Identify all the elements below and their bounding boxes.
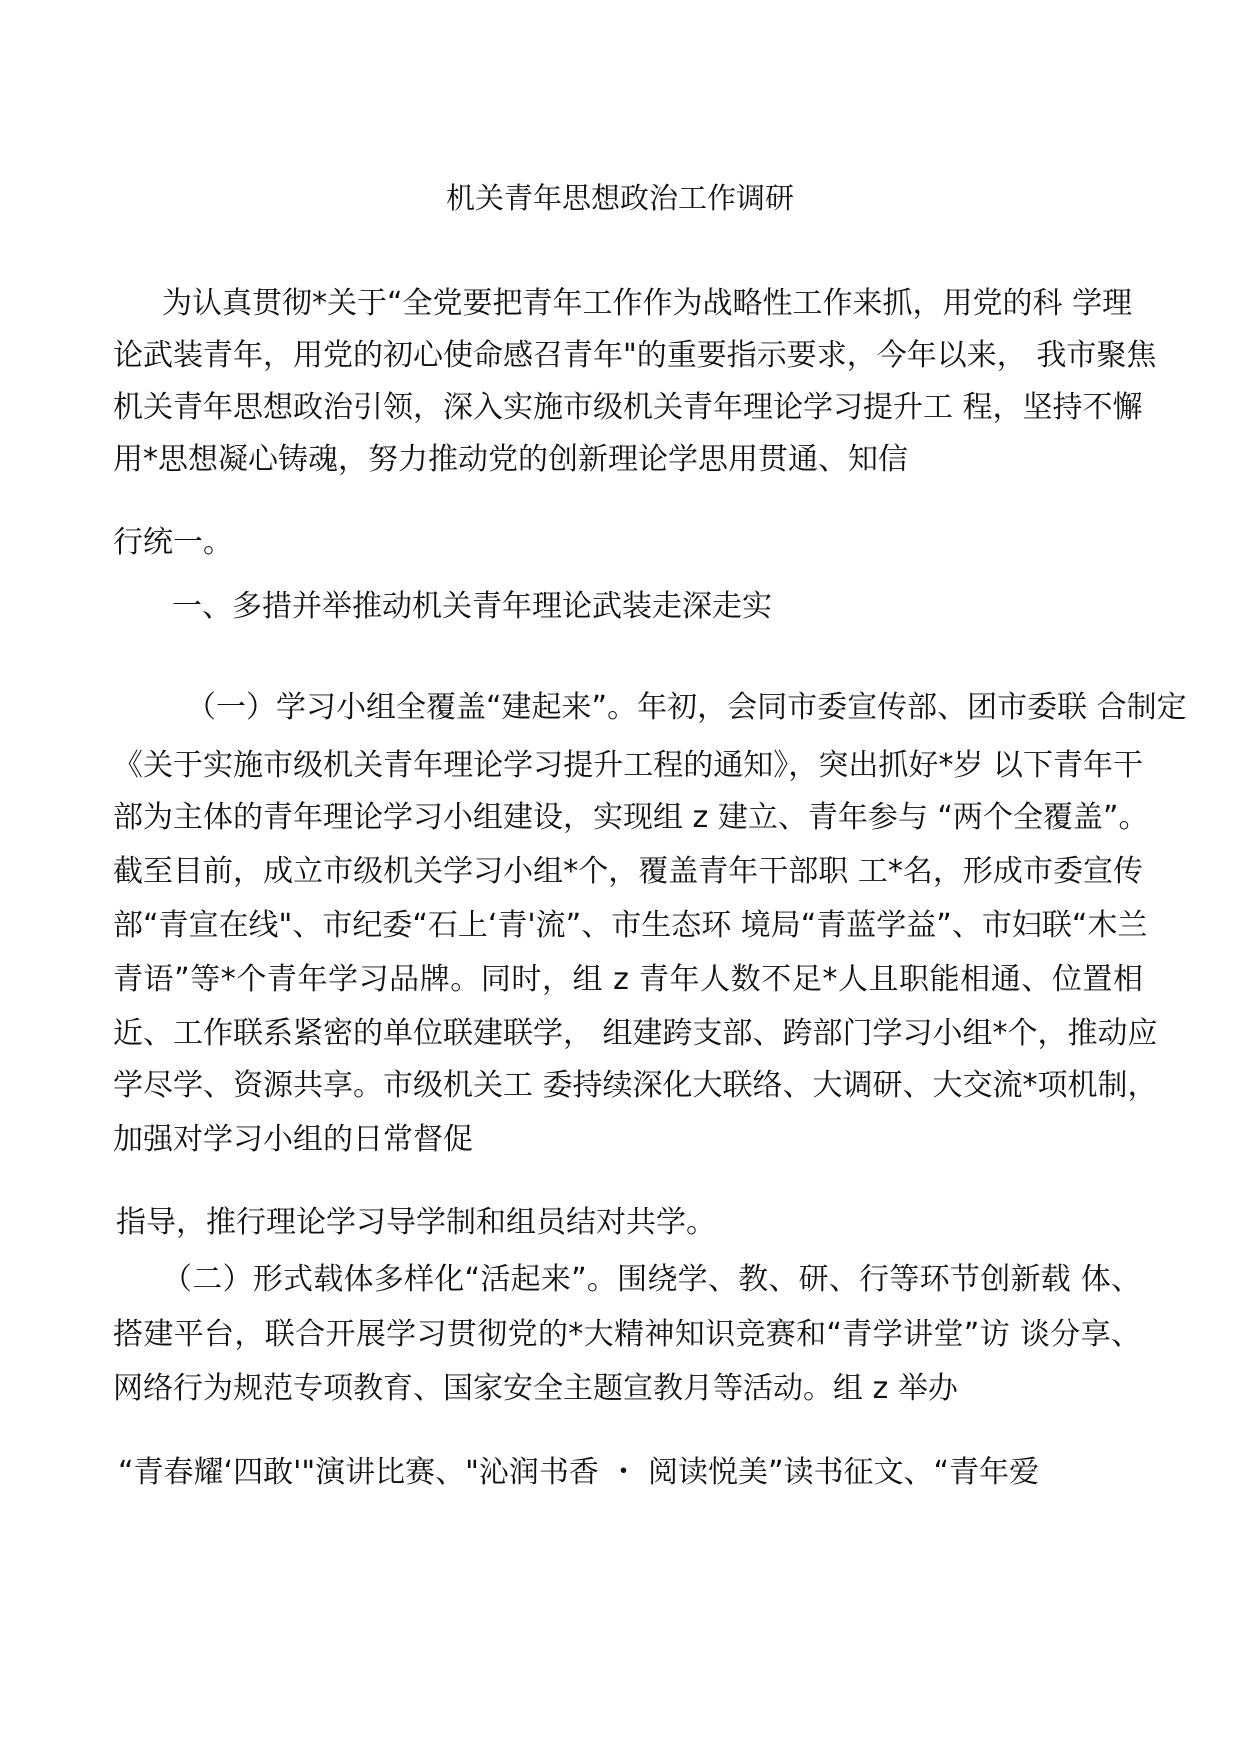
paragraph-line: 学尽学、资源共享。市级机关工 委持续深化大联络、大调研、大交流*项机制， bbox=[113, 1068, 1158, 1103]
paragraph-line: 青语”等*个青年学习品牌。同时，组 z 青年人数不足*人且职能相通、位置相 bbox=[113, 962, 1143, 997]
paragraph-line: 近、工作联系紧密的单位联建联学， 组建跨支部、跨部门学习小组*个，推动应 bbox=[113, 1016, 1158, 1051]
paragraph-line: 部“青宣在线"、市纪委“石上‘青'流”、市生态环 境局“青蓝学益”、市妇联“木兰 bbox=[113, 908, 1148, 943]
paragraph-line: （二）形式载体多样化“活起来”。围绕学、教、研、行等环节创新载 体、 bbox=[162, 1262, 1141, 1297]
paragraph-line: 机关青年思想政治引领，深入实施市级机关青年理论学习提升工 程，坚持不懈 bbox=[113, 390, 1143, 425]
paragraph-line: 指导，推行理论学习导学制和组员结对共学。 bbox=[116, 1205, 716, 1240]
paragraph-line: 部为主体的青年理论学习小组建设，实现组 z 建立、青年参与 “两个全覆盖”。 bbox=[113, 800, 1149, 835]
paragraph-line: 行统一。 bbox=[113, 525, 233, 560]
paragraph-line: “青春耀‘四敢'"演讲比赛、"沁润书香 ・ 阅读悦美”读书征文、“青年爱 bbox=[118, 1455, 1040, 1490]
paragraph-line: 网络行为规范专项教育、国家安全主题宣教月等活动。组 z 举办 bbox=[113, 1371, 958, 1406]
paragraph-line: 搭建平台，联合开展学习贯彻党的*大精神知识竞赛和“青学讲堂”访 谈分享、 bbox=[113, 1317, 1141, 1352]
paragraph-line: 为认真贯彻*关于“全党要把青年工作作为战略性工作来抓，用党的科 学理 bbox=[162, 286, 1133, 321]
paragraph-line: 截至目前，成立市级机关学习小组*个，覆盖青年干部职 工*名，形成市委宣传 bbox=[113, 854, 1143, 889]
paragraph-line: 论武装青年，用党的初心使命感召青年"的重要指示要求，今年以来， 我市聚焦 bbox=[113, 338, 1157, 373]
paragraph-line: 加强对学习小组的日常督促 bbox=[113, 1122, 473, 1157]
paragraph-line: 用*思想凝心铸魂，努力推动党的创新理论学思用贯通、知信 bbox=[113, 442, 908, 477]
page-title: 机关青年思想政治工作调研 bbox=[445, 181, 794, 215]
paragraph-line: （一）学习小组全覆盖“建起来”。年初，会同市委宣传部、团市委联 合制定 bbox=[186, 690, 1187, 725]
paragraph-line: 《关于实施市级机关青年理论学习提升工程的通知》，突出抓好*岁 以下青年干 bbox=[113, 748, 1143, 783]
section-heading: 一、多措并举推动机关青年理论武装走深走实 bbox=[172, 589, 772, 624]
